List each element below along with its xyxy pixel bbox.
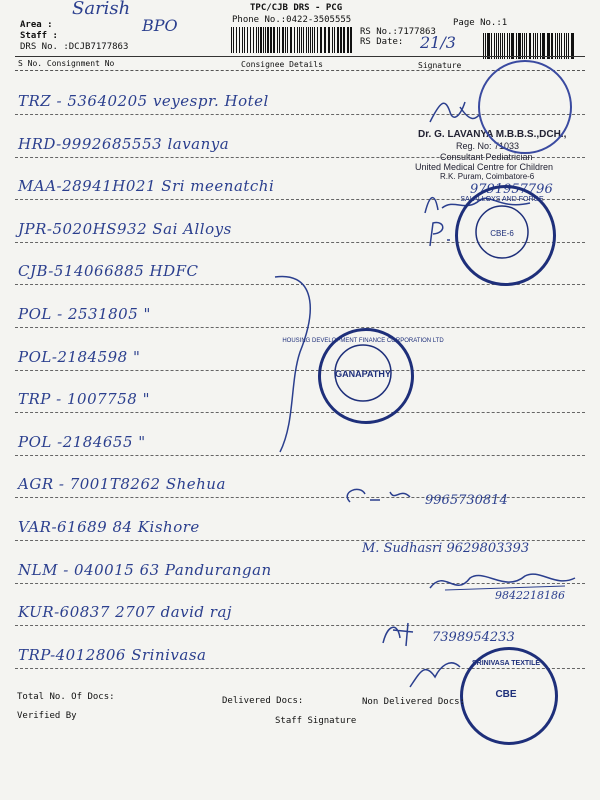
signature-shehua [340, 482, 420, 512]
barcode-bar [314, 27, 315, 53]
barcode-bar [287, 27, 288, 53]
document-title: TPC/CJB DRS - PCG [250, 3, 343, 13]
barcode-bar [301, 27, 302, 53]
barcode-bar [253, 27, 255, 53]
consignment-row: POL - 2531805 " [18, 305, 151, 323]
phone-note-5: 7398954233 [432, 630, 515, 645]
delivered-docs-label: Delivered Docs: [222, 696, 304, 706]
barcode-bar [324, 27, 325, 53]
verified-by-label: Verified By [17, 711, 77, 721]
barcode-bar [310, 27, 311, 53]
doctor-reg: Reg. No: 71033 [456, 141, 520, 151]
barcode-bar [303, 27, 304, 53]
consignment-row: TRP-4012806 Srinivasa [18, 645, 207, 664]
doctor-address: R.K. Puram, Coimbatore-6 [440, 172, 535, 181]
barcode-bar [279, 27, 280, 53]
hdfc-stamp-center: GANAPATHY [335, 369, 391, 379]
phone-note-1: 9791957796 [470, 182, 553, 197]
consignment-row: MAA-28941H021 Sri meenatchi [18, 177, 275, 196]
barcode-bar [285, 27, 286, 53]
signature-lavanya [425, 92, 485, 132]
srinivasa-stamp-ring: SRINIVASA TEXTILE [471, 660, 541, 667]
handwritten-note-top: Sarish [72, 0, 131, 19]
doctor-name: Dr. G. LAVANYA M.B.B.S.,DCH., [418, 129, 567, 140]
consignment-row: AGR - 7001T8262 Shehua [18, 475, 226, 494]
consignment-row: VAR-61689 84 Kishore [18, 518, 200, 536]
phone-note-3: M. Sudhasri 9629803393 [362, 541, 530, 556]
barcode-bar [308, 27, 309, 53]
barcode-bar [350, 27, 352, 53]
barcode-bar [317, 27, 318, 53]
srinivasa-stamp [460, 647, 558, 745]
barcode-bar [290, 27, 292, 53]
barcode-bar [348, 27, 349, 53]
consignment-row: TRP - 1007758 " [18, 390, 150, 409]
barcode-bar [236, 27, 238, 53]
drs-number: DRS No. :DCJB7177863 [20, 42, 129, 52]
doctor-role: Consultant Pediatrician [440, 152, 533, 162]
signature-davidraj [378, 618, 438, 648]
consignment-row: KUR-60837 2707 david raj [18, 603, 233, 622]
handwritten-note-top-2: BPO [142, 16, 178, 35]
consignment-row: NLM - 040015 63 Pandurangan [18, 560, 272, 579]
barcode-bar [239, 27, 240, 53]
barcode-bar [332, 27, 333, 53]
staff-signature-label: Staff Signature [275, 716, 357, 726]
barcode-bar [244, 27, 246, 53]
header-divider [15, 56, 585, 57]
consignment-row: JPR-5020HS932 Sai Alloys [18, 219, 232, 238]
barcode-bar [267, 27, 269, 53]
column-header-sno: S No. Consignment No [18, 59, 115, 68]
barcode-bar [256, 27, 257, 53]
consignment-row: HRD-9992685553 lavanya [18, 134, 230, 153]
consignment-row: TRZ - 53640205 veyespr. Hotel [18, 92, 269, 110]
barcode-bar [273, 27, 275, 53]
barcode-bar [271, 27, 272, 53]
non-delivered-docs-label: Non Delivered Docs: [362, 697, 465, 707]
srinivasa-stamp-center: CBE [495, 689, 517, 700]
sai-stamp-center: CBE-6 [490, 229, 514, 238]
rs-date-label: RS Date: [360, 37, 404, 47]
barcode-left [231, 27, 353, 53]
phone-note-2: 9965730814 [425, 493, 508, 508]
barcode-bar [334, 27, 335, 53]
barcode-bar [343, 27, 345, 53]
column-header-consignee: Consignee Details [241, 60, 323, 69]
barcode-bar [328, 27, 330, 53]
hdfc-stamp [282, 328, 444, 424]
barcode-bar [265, 27, 266, 53]
area-label: Area : [20, 20, 53, 30]
hdfc-stamp-ring: HOUSING DEVELOPMENT FINANCE CORPORATION LTD [282, 338, 444, 344]
barcode-bar [263, 27, 264, 53]
doctor-clinic: United Medical Centre for Children [415, 162, 554, 172]
staff-label: Staff : [20, 31, 58, 41]
barcode-bar [260, 27, 262, 53]
sai-stamp-ring: SAI ALLOYS AND FORGE [460, 196, 544, 203]
barcode-bar [270, 27, 271, 53]
barcode-bar [294, 27, 295, 53]
page-number: Page No.:1 [453, 18, 508, 28]
barcode-bar [299, 27, 301, 53]
total-docs-label: Total No. Of Docs: [17, 692, 115, 702]
column-header-signature: Signature [418, 61, 462, 70]
barcode-bar [231, 27, 232, 53]
barcode-bar [242, 27, 243, 53]
barcode-bar [340, 27, 341, 53]
rs-date-value: 21/3 [420, 33, 456, 52]
phone-number: Phone No.:0422-3505555 [232, 15, 352, 25]
barcode-bar [258, 27, 259, 53]
consignment-row: POL-2184598 " [18, 347, 141, 366]
barcode-bar [277, 27, 278, 53]
barcode-bar [250, 27, 251, 53]
barcode-bar [247, 27, 248, 53]
barcode-bar [320, 27, 322, 53]
barcode-bar [337, 27, 339, 53]
barcode-bar [341, 27, 342, 53]
barcode-bar [297, 27, 298, 53]
barcode-bar [233, 27, 234, 53]
row-divider [15, 625, 585, 626]
barcode-bar [282, 27, 284, 53]
consignment-row: CJB-514066885 HDFC [18, 262, 199, 281]
barcode-bar [306, 27, 308, 53]
barcode-bar [312, 27, 314, 53]
barcode-bar [347, 27, 348, 53]
barcode-bar [325, 27, 326, 53]
phone-note-4: 9842218186 [495, 589, 565, 602]
doctor-stamp [478, 60, 572, 154]
sai-alloys-stamp [455, 185, 556, 286]
rs-number: RS No.:7177863 [360, 27, 436, 37]
signature-srinivasa [405, 652, 465, 692]
consignment-row: POL -2184655 " [18, 432, 146, 451]
